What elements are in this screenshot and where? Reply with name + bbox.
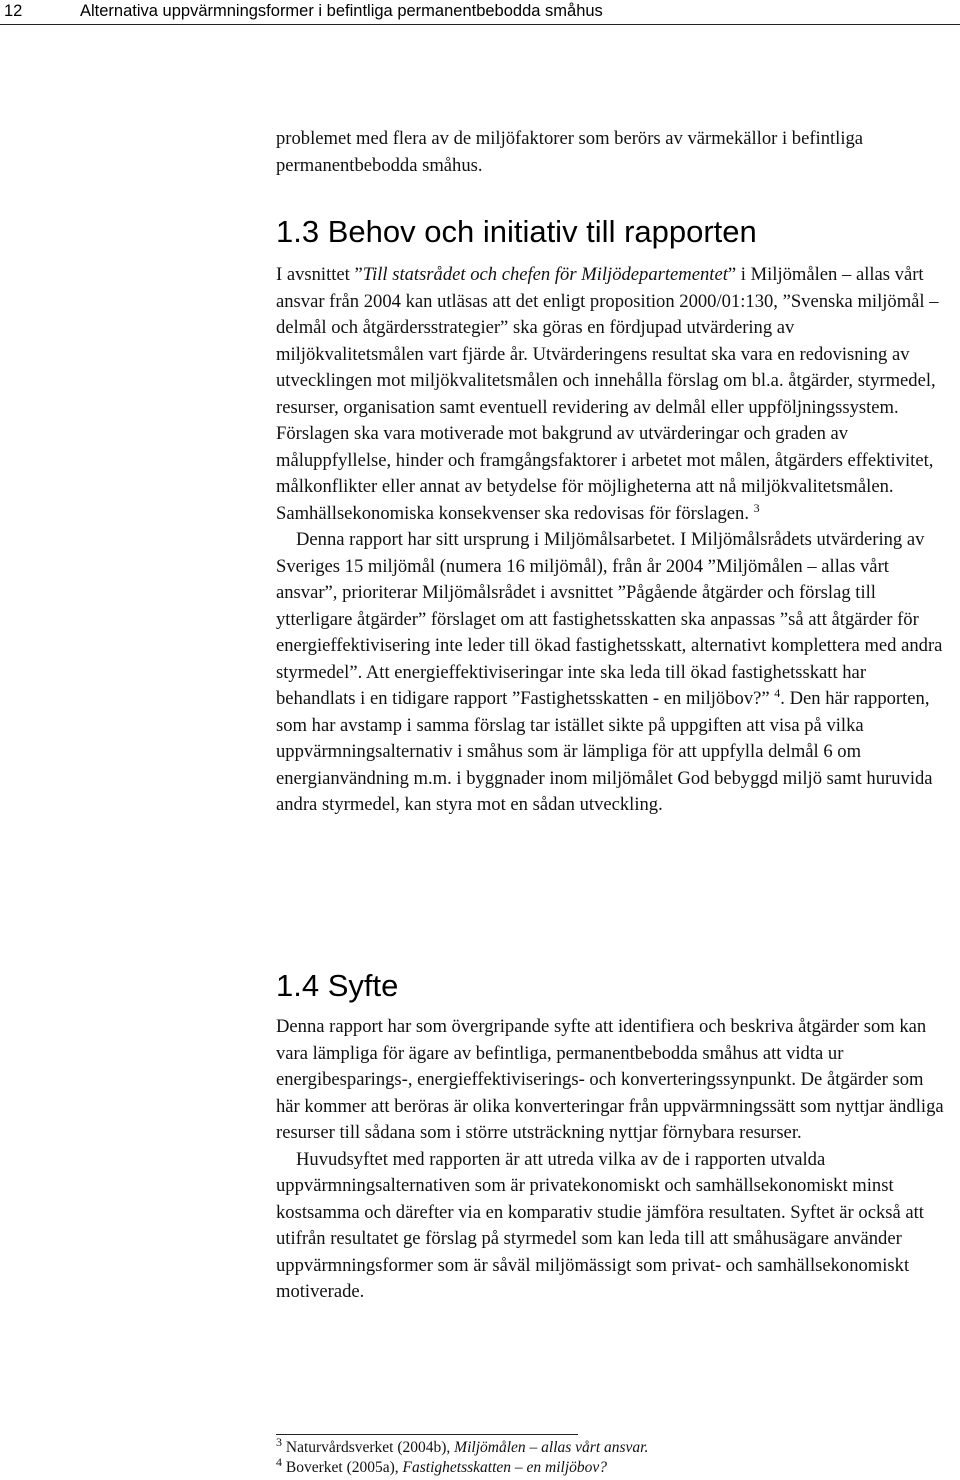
section-heading-1-4: 1.4 Syfte [276,968,399,1003]
paragraph: I avsnittet ”Till statsrådet och chefen för Miljödepartementet” i Miljömålen – allas vårt ansvar från 2004 kan utläsas att det enligt proposition 2000/01:130, ”Svenska miljömål – delmål och åtgärdersstrategier” ska göras en fördjupad utvärdering av miljökvalitetsmålen vart fjärde år. Utvärderingens resultat ska vara en redovisning av utvecklingen mot miljökvalitetsmålen och innehålla förslag om bl.a. åtgärder, styrmedel, resurser, organisation samt eventuell revidering av delmål eller uppföljningssystem. Förslagen ska vara motiverade mot bakgrund av utvärderingar och graden av måluppfyllelse, hinder och framgångsfaktorer i arbetet mot målen, åtgärders effektivitet, målkonflikter eller annat av betydelse för möjligheterna att nå miljökvalitetsmålen. Samhällsekonomiska konsekvenser ska redovisas för förslagen. $^3$ [276,264,939,524]
footnote-4 [276,1454,608,1478]
footnote-4-number: 4 [276,1454,282,1469]
footnote-rule [276,1434,578,1435]
footnote-ref-3[interactable]: 3 [753,500,760,515]
paragraph: Denna rapport har sitt ursprung i Miljömålsarbetet. I Miljömålsrådets utvärdering av Sveriges 15 miljömål (numera 16 miljömål), från år 2004 ”Miljömålen – allas vårt ansvar”, prioriterar Miljömålsrådet i avsnittet ”Pågående åtgärder och förslag till ytterligare åtgärder” förslaget om att fastighetsskatten ska anpassas ”så att åtgärder för energieffektivisering inte leder till ökad fastighetsskatt, alternativt komplettera med andra styrmedel”. Att energieffektiviseringar inte ska leda till ökad fastighetsskatt har behandlats i en tidigare rapport ”Fastighetsskatten - en miljöbov?” $^4$. Den här rapporten, som har avstamp i samma förslag tar istället sikte på uppgiften att visa på vilka uppvärmningsalternativ i småhus som är lämpliga för att uppfylla delmål 6 om energianvändning m.m. i byggnader inom miljömålet God bebyggd miljö samt huruvida andra styrmedel, kan styra mot en sådan utveckling. [276,529,943,815]
running-title: Alternativa uppvärmningsformer i befintliga permanentbebodda småhus [80,2,603,20]
footnote-3: $^3$ Naturvårdsverket (2004b), Miljömålen – allas vårt ansvar. [276,1434,649,1456]
running-header [0,0,960,26]
section-1-4-body [276,1014,946,1306]
emphasis: Till statsrådet och chefen för Miljödepartementet [362,264,728,285]
intro-text: problemet med flera av de miljöfaktorer som berörs av värmekällor i befintliga permanentbebodda småhus. [276,128,864,176]
section-heading-1-3: 1.3 Behov och initiativ till rapporten [276,214,757,249]
paragraph: Huvudsyftet med rapporten är att utreda vilka av de i rapporten utvalda uppvärmningsalternativen som är privatekonomiskt och samhällsekonomiskt minst kostsamma och därefter via en komparativ studie jämföra resultaten. Syftet är också att utifrån resultatet ge förslag på styrmedel som kan leda till att småhusägare använder uppvärmningsformer som är såväl miljömässigt som privat- och samhällsekonomiskt motiverade. [276,1148,924,1302]
intro-paragraph [276,126,946,179]
page-number: 12 [4,2,23,20]
section-1-3-body [276,262,946,819]
header-rule [0,24,960,25]
footnote-ref-4[interactable]: 4 [774,685,781,700]
footnote-4-text: Boverket (2005a), [282,1459,403,1476]
paragraph: Denna rapport har som övergripande syfte att identifiera och beskriva åtgärder som kan vara lämpliga för ägare av befintliga, permanentbebodda småhus att vidta ur energibesparings-, energieffektiviserings- och konverteringssynpunkt. De åtgärder som här kommer att beröras är olika konverteringar från uppvärmningssätt som nyttjar ändliga resurser till sådana som i större utsträckning nyttjar förnybara resurser. [276,1016,944,1143]
footnote-4-title: Fastighetsskatten – en miljöbov? [402,1459,608,1476]
